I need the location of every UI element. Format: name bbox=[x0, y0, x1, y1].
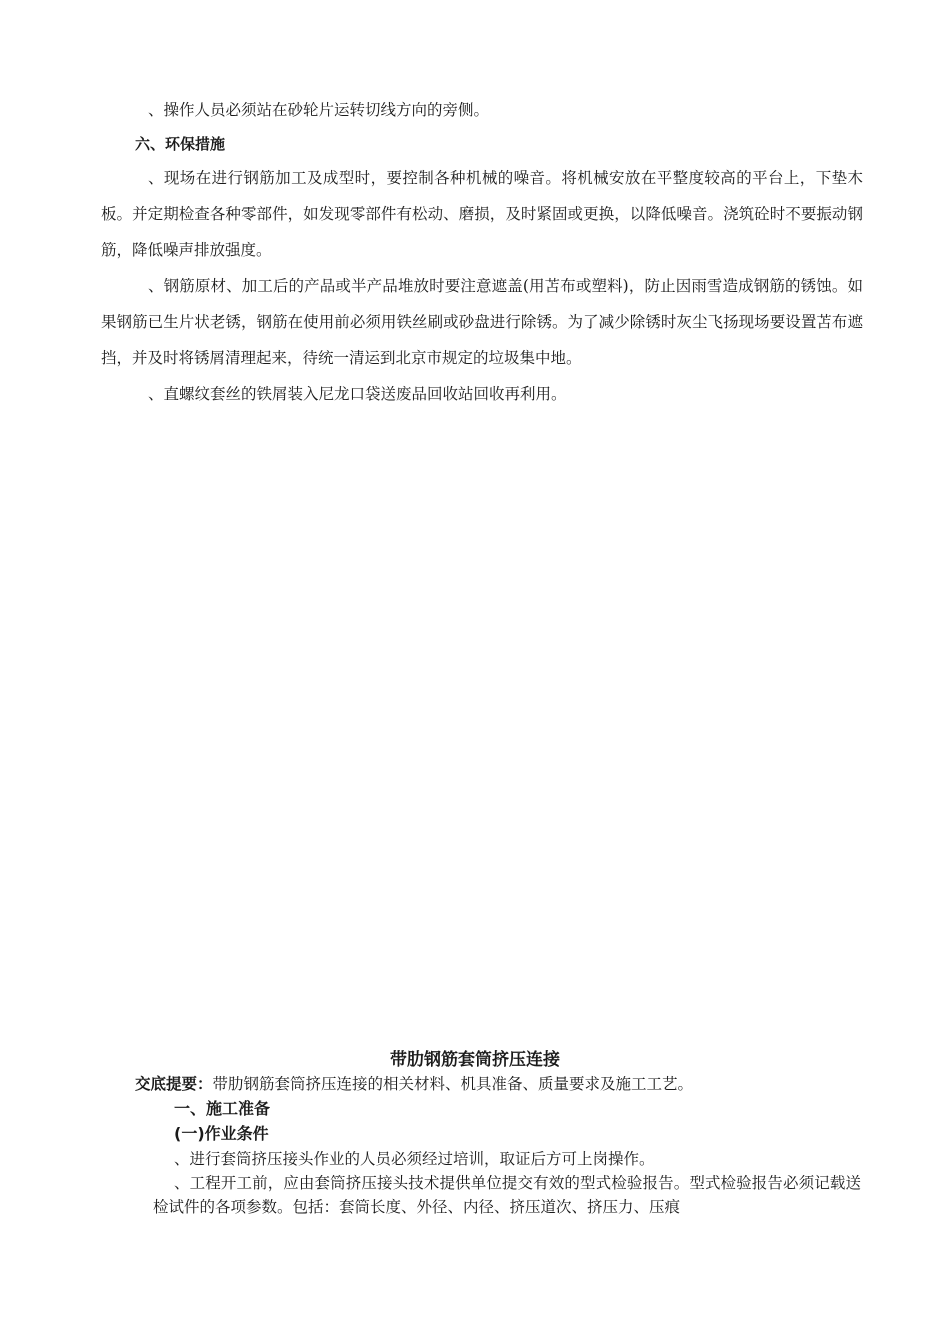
summary-line bbox=[135, 1072, 875, 1096]
operator-position-item: 、操作人员必须站在砂轮片运转切线方向的旁侧。 bbox=[148, 101, 490, 119]
summary-text: 带肋钢筋套筒挤压连接的相关材料、机具准备、质量要求及施工工艺。 bbox=[212, 1075, 694, 1093]
noise-control-paragraph: 、现场在进行钢筋加工及成型时，要控制各种机械的噪音。将机械安放在平整度较高的平台上，下垫木板。并定期检查各种零部件，如发现零部件有松动、磨损，及时紧固或更换，以降低噪音。浇筑砼时不要振动钢筋，降低噪声排放强度。 bbox=[101, 169, 863, 259]
type-test-report-item: 、工程开工前，应由套筒挤压接头技术提供单位提交有效的型式检验报告。型式检验报告必须记载送检试件的各项参数。包括：套筒长度、外径、内径、挤压道次、挤压力、压痕 bbox=[153, 1174, 861, 1216]
rust-prevention-paragraph: 、钢筋原材、加工后的产品或半产品堆放时要注意遮盖(用苫布或塑料)，防止因雨雪造成钢筋的锈蚀。如果钢筋已生片状老锈，钢筋在使用前必须用铁丝刷或砂盘进行除锈。为了减少除锈时灰尘飞扬现场要设置苫布遮挡，并及时将锈屑清理起来，待统一清运到北京市规定的垃圾集中地。 bbox=[101, 277, 863, 367]
work-conditions-heading: (一)作业条件 bbox=[174, 1124, 269, 1143]
scrap-recycling-item: 、直螺纹套丝的铁屑装入尼龙口袋送废品回收站回收再利用。 bbox=[148, 385, 567, 403]
training-requirement-item: 、进行套筒挤压接头作业的人员必须经过培训，取证后方可上岗操作。 bbox=[174, 1150, 655, 1168]
construction-prep-heading: 一、施工准备 bbox=[174, 1099, 271, 1118]
environmental-measures-heading: 六、环保措施 bbox=[135, 135, 226, 153]
section-title: 带肋钢筋套筒挤压连接 bbox=[390, 1050, 560, 1070]
summary-label: 交底提要： bbox=[135, 1075, 213, 1093]
